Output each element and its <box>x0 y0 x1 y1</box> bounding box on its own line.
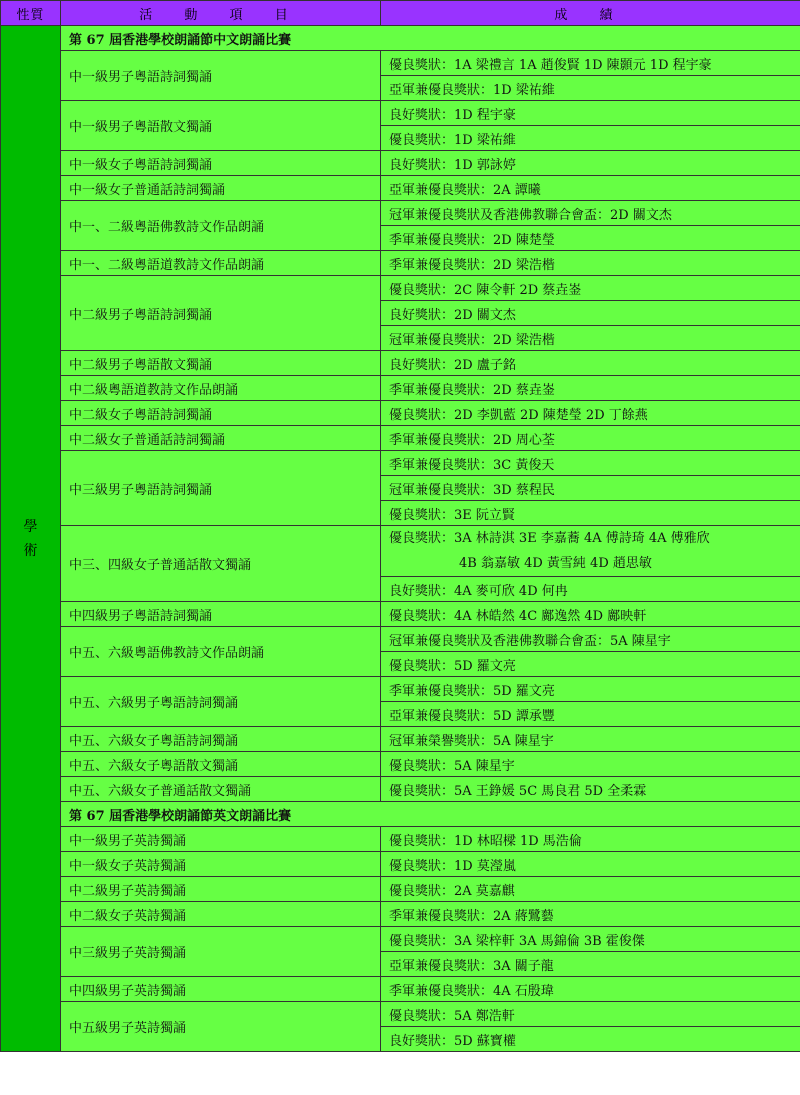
event-name: 中五、六級女子粵語詩詞獨誦 <box>61 727 381 752</box>
table-row <box>1 752 800 777</box>
result-cell: 優良獎狀：1D 莫瀅嵐 <box>381 852 800 877</box>
result-cell: 冠軍兼優良獎狀：2D 梁浩楷 <box>381 326 800 351</box>
event-name: 中三級男子粵語詩詞獨誦 <box>61 451 381 526</box>
table-row <box>1 426 800 451</box>
table-row <box>1 251 800 276</box>
result-cell: 優良獎狀：5A 王錚媛 5C 馬良君 5D 全柔霖 <box>381 777 800 802</box>
table-row <box>1 1002 800 1027</box>
table-row <box>1 727 800 752</box>
results-body <box>1 26 800 1052</box>
result-cell: 冠軍兼優良獎狀：3D 蔡程民 <box>381 476 800 501</box>
result-cell: 優良獎狀：5A 鄭浩軒 <box>381 1002 800 1027</box>
result-cell: 冠軍兼優良獎狀及香港佛教聯合會盃：2D 關文杰 <box>381 201 800 226</box>
table-row <box>1 927 800 952</box>
result-cell: 冠軍兼榮譽獎狀：5A 陳星宇 <box>381 727 800 752</box>
event-name: 中一級男子粵語詩詞獨誦 <box>61 51 381 101</box>
result-cell: 冠軍兼優良獎狀及香港佛教聯合會盃：5A 陳星宇 <box>381 627 800 652</box>
event-name: 中二級女子英詩獨誦 <box>61 902 381 927</box>
result-cell: 良好獎狀：5D 蘇寶權 <box>381 1027 800 1052</box>
result-cell: 優良獎狀：2C 陳令軒 2D 蔡垚崟 <box>381 276 800 301</box>
result-cell: 優良獎狀：2A 莫嘉麒 <box>381 877 800 902</box>
result-cell: 季軍兼優良獎狀：2D 周心荃 <box>381 426 800 451</box>
event-name: 中五、六級男子粵語詩詞獨誦 <box>61 677 381 727</box>
section-row <box>1 802 800 827</box>
table-row <box>1 451 800 476</box>
section-row <box>1 26 800 51</box>
header-activity: 活 動 項 目 <box>61 1 381 26</box>
table-row <box>1 201 800 226</box>
table-row <box>1 777 800 802</box>
category-char: 術 <box>23 542 38 559</box>
event-name: 中一級男子粵語散文獨誦 <box>61 101 381 151</box>
event-name: 中一、二級粵語佛教詩文作品朗誦 <box>61 201 381 251</box>
result-cell: 優良獎狀：3A 梁梓軒 3A 馬錦倫 3B 霍俊傑 <box>381 927 800 952</box>
event-name: 中五級男子英詩獨誦 <box>61 1002 381 1052</box>
table-row <box>1 376 800 401</box>
table-row <box>1 627 800 652</box>
result-cell: 良好獎狀：1D 郭詠婷 <box>381 151 800 176</box>
table-row <box>1 401 800 426</box>
event-name: 中二級男子英詩獨誦 <box>61 877 381 902</box>
event-name: 中一級女子英詩獨誦 <box>61 852 381 877</box>
section-title: 第 67 屆香港學校朗誦節英文朗誦比賽 <box>61 802 800 827</box>
table-row <box>1 677 800 702</box>
result-cell: 季軍兼優良獎狀：2D 梁浩楷 <box>381 251 800 276</box>
event-name: 中二級男子粵語詩詞獨誦 <box>61 276 381 351</box>
result-cell: 亞軍兼優良獎狀：3A 關子龍 <box>381 952 800 977</box>
category-cell <box>1 26 61 1052</box>
table-row <box>1 852 800 877</box>
event-name: 中五、六級女子粵語散文獨誦 <box>61 752 381 777</box>
result-cell: 季軍兼優良獎狀：2D 陳楚瑩 <box>381 226 800 251</box>
event-name: 中五、六級粵語佛教詩文作品朗誦 <box>61 627 381 677</box>
event-name: 中一級女子粵語詩詞獨誦 <box>61 151 381 176</box>
event-name: 中四級男子粵語詩詞獨誦 <box>61 602 381 627</box>
result-cell: 優良獎狀：1A 梁禮言 1A 趙俊賢 1D 陳顥元 1D 程宇豪 <box>381 51 800 76</box>
event-name: 中二級粵語道教詩文作品朗誦 <box>61 376 381 401</box>
header-result: 成 績 <box>381 1 800 26</box>
category-char: 學 <box>23 518 38 535</box>
event-name: 中二級男子粵語散文獨誦 <box>61 351 381 376</box>
result-cell: 優良獎狀：5D 羅文亮 <box>381 652 800 677</box>
result-line: 4B 翁嘉敏 4D 黃雪純 4D 趙思敏 <box>459 556 652 571</box>
table-row <box>1 526 800 577</box>
header-row <box>1 1 800 26</box>
result-cell: 優良獎狀：3E 阮立賢 <box>381 501 800 526</box>
result-cell: 優良獎狀：1D 林昭樑 1D 馬浩倫 <box>381 827 800 852</box>
result-cell: 季軍兼優良獎狀：2D 蔡垚崟 <box>381 376 800 401</box>
result-cell: 季軍兼優良獎狀：2A 蔣鷺藝 <box>381 902 800 927</box>
result-cell: 優良獎狀：2D 李凱藍 2D 陳楚瑩 2D 丁餘燕 <box>381 401 800 426</box>
event-name: 中一級男子英詩獨誦 <box>61 827 381 852</box>
table-row <box>1 977 800 1002</box>
section-title: 第 67 屆香港學校朗誦節中文朗誦比賽 <box>61 26 800 51</box>
table-row <box>1 51 800 76</box>
event-name: 中三、四級女子普通話散文獨誦 <box>61 526 381 602</box>
result-cell: 良好獎狀：1D 程宇豪 <box>381 101 800 126</box>
header-category: 性質 <box>1 1 61 26</box>
table-row <box>1 827 800 852</box>
result-cell: 良好獎狀：4A 麥可欣 4D 何冉 <box>381 577 800 602</box>
event-name: 中一、二級粵語道教詩文作品朗誦 <box>61 251 381 276</box>
table-row <box>1 276 800 301</box>
result-line: 優良獎狀：3A 林詩淇 3E 李嘉蕎 4A 傅詩琦 4A 傅雅欣 <box>389 531 710 546</box>
result-cell: 季軍兼優良獎狀：4A 石殷瑋 <box>381 977 800 1002</box>
event-name: 中二級女子普通話詩詞獨誦 <box>61 426 381 451</box>
result-cell: 優良獎狀：1D 梁祐維 <box>381 126 800 151</box>
result-cell: 季軍兼優良獎狀：5D 羅文亮 <box>381 677 800 702</box>
result-cell: 季軍兼優良獎狀：3C 黃俊天 <box>381 451 800 476</box>
result-cell: 優良獎狀：5A 陳星宇 <box>381 752 800 777</box>
event-name: 中三級男子英詩獨誦 <box>61 927 381 977</box>
event-name: 中一級女子普通話詩詞獨誦 <box>61 176 381 201</box>
result-cell: 良好獎狀：2D 關文杰 <box>381 301 800 326</box>
event-name: 中五、六級女子普通話散文獨誦 <box>61 777 381 802</box>
table-row <box>1 151 800 176</box>
result-cell: 亞軍兼優良獎狀：2A 譚曦 <box>381 176 800 201</box>
result-cell: 良好獎狀：2D 盧子銘 <box>381 351 800 376</box>
result-cell <box>381 526 800 577</box>
table-row <box>1 877 800 902</box>
result-cell: 優良獎狀：4A 林皓然 4C 鄺逸然 4D 鄺映軒 <box>381 602 800 627</box>
table-row <box>1 101 800 126</box>
event-name: 中四級男子英詩獨誦 <box>61 977 381 1002</box>
table-row <box>1 902 800 927</box>
table-row <box>1 351 800 376</box>
table-row <box>1 176 800 201</box>
event-name: 中二級女子粵語詩詞獨誦 <box>61 401 381 426</box>
table-row <box>1 602 800 627</box>
result-cell: 亞軍兼優良獎狀：1D 梁祐維 <box>381 76 800 101</box>
result-cell: 亞軍兼優良獎狀：5D 譚承豐 <box>381 702 800 727</box>
